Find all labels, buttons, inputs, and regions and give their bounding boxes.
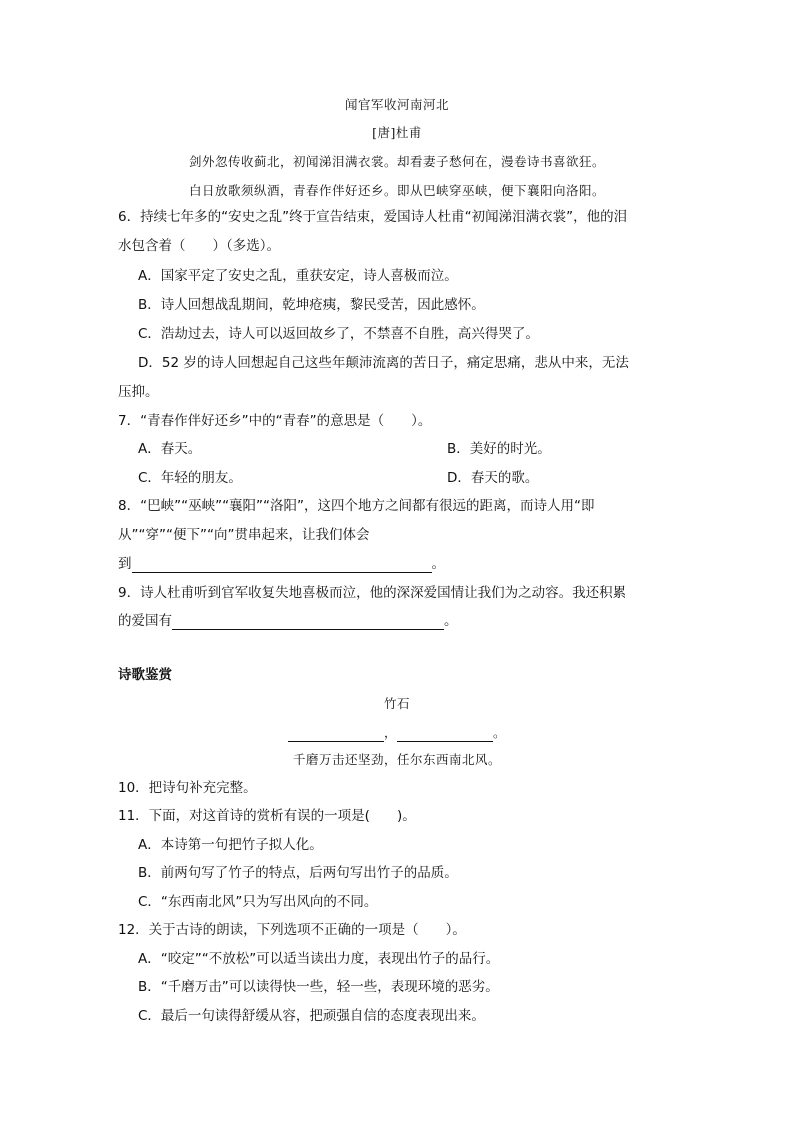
q11-option-c: C．“东西南北风”只为写出风向的不同。 xyxy=(138,894,378,910)
q9-answer-blank[interactable] xyxy=(172,615,444,630)
q6-option-d-line-2: 压抑。 xyxy=(118,384,159,400)
q8-stem-line-1: 8．“巴峡”“巫峡”“襄阳”“洛阳”，这四个地方之间都有很远的距离，而诗人用“即 xyxy=(118,498,595,514)
poem2-line-2: 千磨万击还坚劲，任尔东西南北风。 xyxy=(292,752,501,767)
q6-option-c: C．浩劫过去，诗人可以返回故乡了，不禁喜不自胜，高兴得哭了。 xyxy=(138,326,539,342)
q10-stem: 10．把诗句补充完整。 xyxy=(118,780,257,796)
q12-option-c: C．最后一句读得舒缓从容，把顽强自信的态度表现出来。 xyxy=(138,1008,485,1024)
q6-option-d-line-1: D．52 岁的诗人回想起自己这些年颠沛流离的苦日子，痛定思痛，悲从中来，无法 xyxy=(138,355,629,371)
poem1-title: 闻官军收河南河北 xyxy=(344,97,449,112)
q9-stem-line-1: 9．诗人杜甫听到官军收复失地喜极而泣，他的深深爱国情让我们为之动容。我还积累 xyxy=(118,585,627,601)
q7-stem: 7．“青春作伴好还乡”中的“青春”的意思是（ ）。 xyxy=(118,413,432,429)
q7-option-b: B．美好的时光。 xyxy=(447,441,551,457)
q11-option-b: B．前两句写了竹子的特点，后两句写出竹子的品质。 xyxy=(138,865,458,881)
q7-option-a: A．春天。 xyxy=(138,441,202,457)
poem1-author: [唐]杜甫 xyxy=(372,125,422,140)
q9-answer-line: 的爱国有 。 xyxy=(118,613,458,629)
q7-option-d: D．春天的歌。 xyxy=(447,470,539,486)
q11-option-a: A．本诗第一句把竹子拟人化。 xyxy=(138,837,323,853)
q12-stem: 12．关于古诗的朗读，下列选项不正确的一项是（ ）。 xyxy=(118,922,466,938)
q7-option-c: C．年轻的朋友。 xyxy=(138,470,242,486)
q8-stem-line-2: 从”“穿”“便下”“向”贯串起来，让我们体会 xyxy=(118,527,370,543)
q6-option-b: B．诗人回想战乱期间，乾坤疮痍，黎民受苦，因此感怀。 xyxy=(138,297,485,313)
q8-answer-blank[interactable] xyxy=(132,558,432,573)
poem2-blank-2[interactable] xyxy=(397,727,493,742)
q6-stem-line-1: 6．持续七年多的“安史之乱”终于宣告结束，爱国诗人杜甫“初闻涕泪满衣裳”，他的泪 xyxy=(118,209,628,225)
poem1-line-2: 白日放歌须纵酒，青春作伴好还乡。即从巴峡穿巫峡，便下襄阳向洛阳。 xyxy=(188,183,605,198)
section-heading: 诗歌鉴赏 xyxy=(118,667,172,683)
poem2-blank-line: ， 。 xyxy=(0,724,794,742)
q6-option-a: A．国家平定了安史之乱，重获安定，诗人喜极而泣。 xyxy=(138,268,458,284)
poem1-line-1: 剑外忽传收蓟北，初闻涕泪满衣裳。却看妻子愁何在，漫卷诗书喜欲狂。 xyxy=(188,154,605,169)
q11-stem: 11．下面，对这首诗的赏析有误的一项是( )。 xyxy=(118,808,416,824)
poem2-blank-1[interactable] xyxy=(288,727,384,742)
poem2-title: 竹石 xyxy=(383,696,410,711)
q8-answer-line: 到 。 xyxy=(118,556,445,572)
q12-option-a: A．“咬定”“不放松”可以适当读出力度，表现出竹子的品行。 xyxy=(138,951,500,967)
q6-stem-line-2: 水包含着（ ）（多选）。 xyxy=(118,238,280,254)
q12-option-b: B．“千磨万击”可以读得快一些，轻一些，表现环境的恶劣。 xyxy=(138,979,499,995)
